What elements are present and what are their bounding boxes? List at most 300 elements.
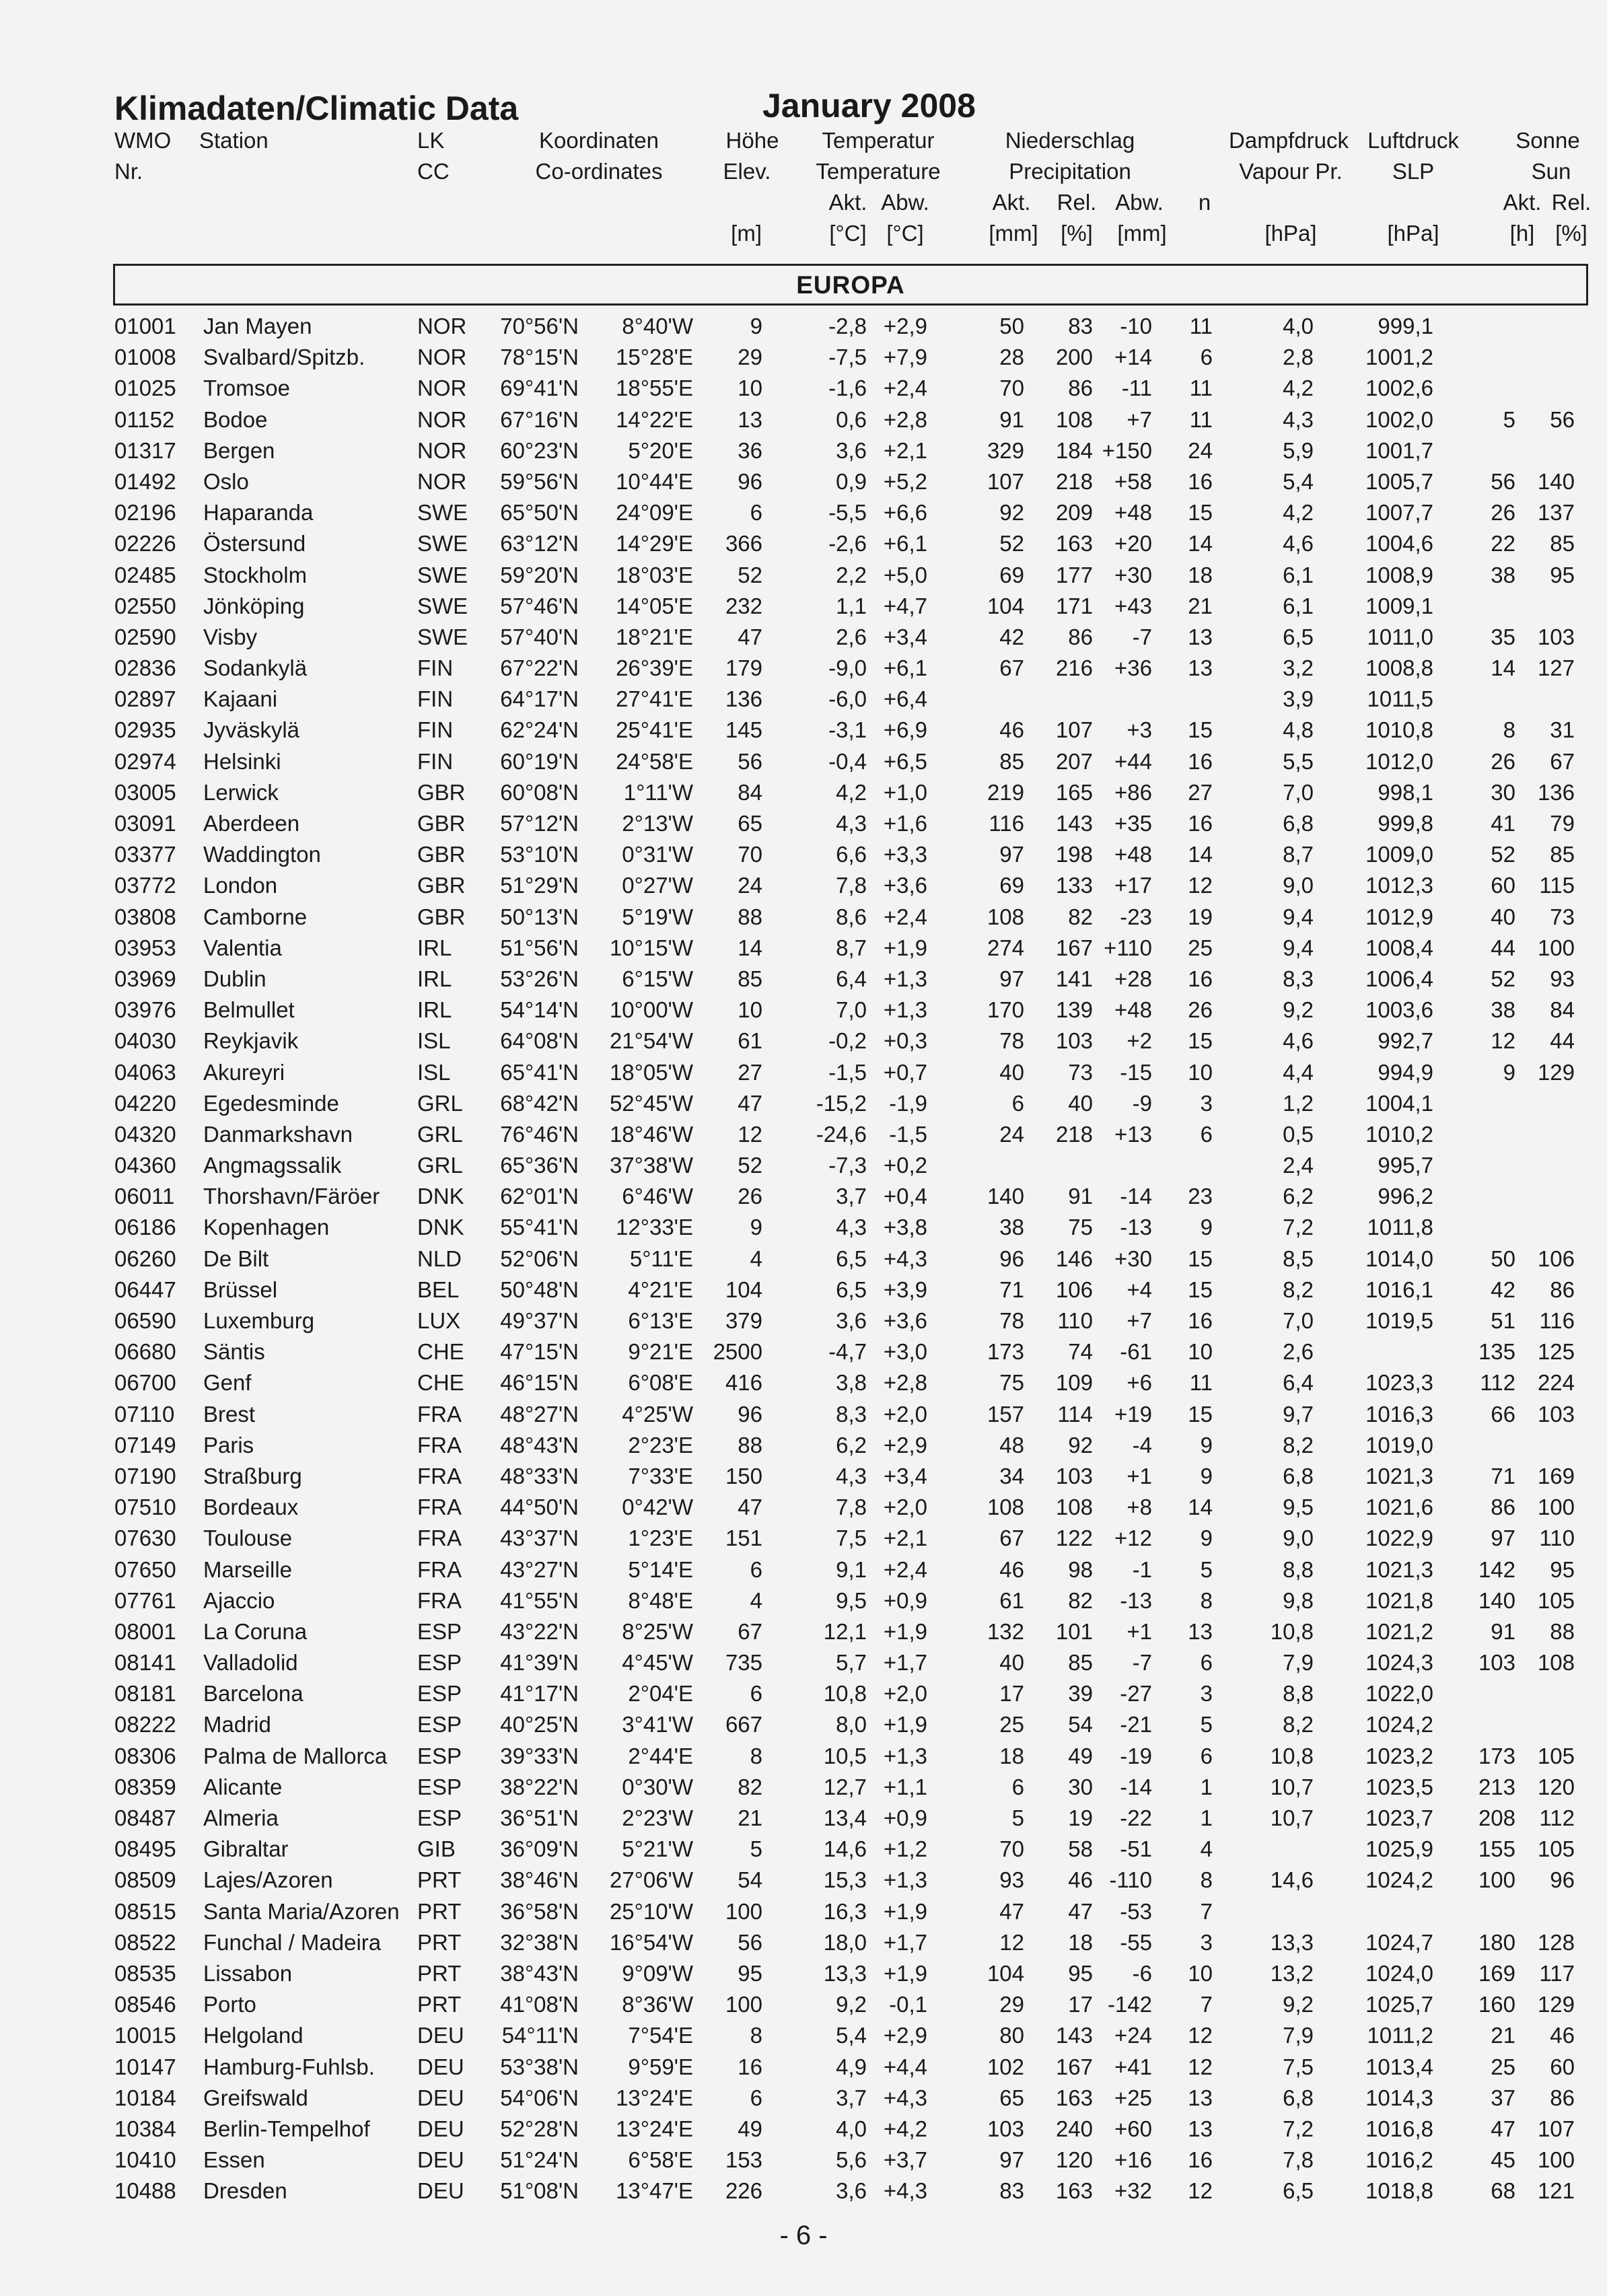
precip-deviation-cell: +35	[1114, 811, 1152, 836]
precip-days-cell: 1	[1200, 1805, 1213, 1830]
precip-days-cell: 4	[1200, 1836, 1213, 1862]
precip-days-cell: 16	[1188, 748, 1213, 774]
temp-deviation-cell: +2,0	[883, 1401, 927, 1427]
station-name-cell: La Coruna	[203, 1618, 308, 1644]
longitude-cell: 14°05'E	[616, 593, 693, 618]
precip-relative-cell: 106	[1055, 1277, 1093, 1302]
longitude-cell: 10°44'E	[616, 468, 693, 494]
precip-deviation-cell: -142	[1107, 1992, 1152, 2017]
precip-relative-cell: 98	[1068, 1556, 1093, 1582]
latitude-cell: 43°27'N	[500, 1556, 579, 1582]
wmo-number-cell: 08487	[114, 1805, 176, 1830]
temp-deviation-cell: +1,9	[883, 1618, 927, 1644]
sea-level-pressure-cell: 1011,2	[1367, 2023, 1433, 2048]
temp-actual-cell: 14,6	[823, 1836, 867, 1862]
header-wmo-en: Nr.	[114, 159, 143, 184]
wmo-number-cell: 03969	[114, 966, 176, 991]
precip-relative-cell: 17	[1068, 1992, 1093, 2017]
precip-deviation-cell: -53	[1120, 1898, 1152, 1924]
vapour-pressure-cell: 8,5	[1283, 1246, 1314, 1271]
precip-actual-cell: 40	[999, 1059, 1024, 1085]
temp-deviation-cell: +5,0	[883, 562, 927, 587]
latitude-cell: 67°16'N	[500, 406, 579, 432]
page-number: - 6 -	[779, 2221, 828, 2250]
precip-deviation-cell: -13	[1120, 1215, 1152, 1240]
latitude-cell: 52°28'N	[500, 2116, 579, 2141]
temp-deviation-cell: +3,4	[883, 1463, 927, 1488]
country-code-cell: PRT	[417, 1960, 462, 1986]
precip-deviation-cell: -6	[1132, 1960, 1152, 1986]
vapour-pressure-cell: 13,2	[1270, 1960, 1314, 1986]
precip-actual-cell: 71	[999, 1277, 1024, 1302]
longitude-cell: 14°22'E	[616, 406, 693, 432]
latitude-cell: 51°56'N	[500, 935, 579, 960]
sun-relative-cell: 129	[1537, 1992, 1575, 2017]
header-temp-akt: Akt.	[828, 190, 867, 215]
elevation-cell: 8	[750, 1743, 762, 1768]
wmo-number-cell: 01152	[114, 406, 175, 432]
temp-actual-cell: 5,6	[836, 2147, 867, 2173]
temp-deviation-cell: +1,2	[883, 1836, 927, 1862]
vapour-pressure-cell: 4,6	[1283, 1028, 1314, 1054]
temp-actual-cell: -0,2	[828, 1028, 867, 1054]
temp-actual-cell: 0,9	[836, 468, 867, 494]
latitude-cell: 65°36'N	[500, 1153, 579, 1178]
wmo-number-cell: 02590	[114, 624, 176, 649]
elevation-cell: 56	[738, 1929, 762, 1955]
station-name-cell: Barcelona	[203, 1681, 303, 1707]
precip-actual-cell: 91	[999, 406, 1024, 432]
sea-level-pressure-cell: 994,9	[1378, 1059, 1433, 1085]
temp-actual-cell: 7,0	[836, 997, 867, 1023]
latitude-cell: 65°41'N	[500, 1059, 579, 1085]
latitude-cell: 60°19'N	[500, 748, 579, 774]
document-title: Klimadaten/Climatic Data	[114, 89, 519, 127]
precip-deviation-cell: -22	[1120, 1805, 1152, 1830]
longitude-cell: 13°47'E	[616, 2178, 693, 2204]
sun-relative-cell: 105	[1537, 1836, 1575, 1862]
country-code-cell: NOR	[417, 406, 467, 432]
vapour-pressure-cell: 2,4	[1283, 1153, 1314, 1178]
elevation-cell: 366	[725, 531, 762, 557]
country-code-cell: GBR	[417, 904, 466, 929]
temp-deviation-cell: +7,9	[883, 345, 927, 370]
station-name-cell: Essen	[203, 2147, 265, 2173]
sun-relative-cell: 84	[1550, 997, 1575, 1023]
precip-actual-cell: 108	[987, 904, 1024, 929]
precip-deviation-cell: -61	[1120, 1339, 1152, 1365]
sun-hours-cell: 30	[1491, 779, 1515, 805]
wmo-number-cell: 06700	[114, 1370, 176, 1396]
precip-relative-cell: 74	[1068, 1339, 1093, 1365]
latitude-cell: 38°46'N	[500, 1867, 579, 1893]
station-name-cell: Lajes/Azoren	[203, 1867, 333, 1893]
precip-deviation-cell: +8	[1127, 1495, 1152, 1520]
elevation-cell: 6	[750, 1556, 762, 1582]
precip-days-cell: 6	[1200, 1650, 1213, 1676]
temp-deviation-cell: +1,9	[883, 935, 927, 960]
temp-deviation-cell: +1,0	[883, 779, 927, 805]
vapour-pressure-cell: 4,3	[1283, 406, 1314, 432]
latitude-cell: 54°11'N	[501, 2023, 579, 2048]
country-code-cell: ESP	[417, 1743, 462, 1768]
precip-actual-cell: 274	[987, 935, 1024, 960]
precip-days-cell: 26	[1188, 997, 1213, 1023]
precip-days-cell: 5	[1200, 1712, 1213, 1737]
table-row	[0, 591, 1607, 622]
table-row	[0, 684, 1607, 715]
precip-actual-cell: 97	[999, 842, 1024, 867]
latitude-cell: 49°37'N	[500, 1308, 579, 1333]
precip-deviation-cell: +12	[1114, 1526, 1152, 1551]
elevation-cell: 96	[738, 1401, 762, 1427]
longitude-cell: 0°27'W	[622, 873, 693, 898]
precip-actual-cell: 104	[987, 1960, 1024, 1986]
precip-relative-cell: 39	[1068, 1681, 1093, 1707]
sun-hours-cell: 100	[1478, 1867, 1515, 1893]
country-code-cell: ESP	[417, 1681, 462, 1707]
temp-actual-cell: 4,3	[836, 1463, 867, 1488]
elevation-cell: 226	[725, 2178, 762, 2204]
precip-days-cell: 14	[1188, 842, 1213, 867]
wmo-number-cell: 10384	[114, 2116, 176, 2141]
temp-actual-cell: 3,7	[836, 2085, 867, 2110]
country-code-cell: PRT	[417, 1992, 462, 2017]
wmo-number-cell: 06447	[114, 1277, 176, 1302]
sea-level-pressure-cell: 1008,8	[1365, 655, 1433, 681]
vapour-pressure-cell: 5,4	[1283, 468, 1314, 494]
temp-actual-cell: 3,6	[836, 1308, 867, 1333]
country-code-cell: FRA	[417, 1401, 462, 1427]
station-name-cell: Haparanda	[203, 500, 314, 526]
precip-actual-cell: 116	[989, 811, 1024, 836]
longitude-cell: 7°33'E	[628, 1463, 693, 1488]
station-name-cell: Danmarkshavn	[203, 1121, 353, 1147]
sun-hours-cell: 103	[1478, 1650, 1515, 1676]
sea-level-pressure-cell: 1025,9	[1365, 1836, 1433, 1862]
wmo-number-cell: 03976	[114, 997, 176, 1023]
elevation-cell: 104	[725, 1277, 762, 1302]
wmo-number-cell: 10015	[114, 2023, 176, 2048]
country-code-cell: GBR	[417, 873, 466, 898]
precip-relative-cell: 216	[1055, 655, 1093, 681]
longitude-cell: 0°30'W	[622, 1774, 693, 1799]
table-row	[0, 1399, 1607, 1430]
elevation-cell: 95	[738, 1960, 762, 1986]
precip-days-cell: 3	[1200, 1681, 1213, 1707]
temp-actual-cell: 8,3	[836, 1401, 867, 1427]
sun-hours-cell: 14	[1491, 655, 1515, 681]
vapour-pressure-cell: 4,8	[1283, 717, 1314, 743]
wmo-number-cell: 08546	[114, 1992, 176, 2017]
sun-hours-cell: 51	[1491, 1308, 1515, 1333]
elevation-cell: 735	[725, 1650, 762, 1676]
sun-relative-cell: 105	[1537, 1743, 1575, 1768]
sun-relative-cell: 121	[1537, 2178, 1575, 2204]
station-name-cell: Thorshavn/Färöer	[203, 1184, 380, 1209]
longitude-cell: 9°09'W	[622, 1960, 693, 1986]
elevation-cell: 85	[738, 966, 762, 991]
precip-relative-cell: 200	[1055, 345, 1093, 370]
precip-relative-cell: 133	[1055, 873, 1093, 898]
vapour-pressure-cell: 1,2	[1283, 1090, 1314, 1116]
temp-actual-cell: 6,5	[836, 1246, 867, 1271]
vapour-pressure-cell: 9,2	[1283, 997, 1314, 1023]
precip-relative-cell: 143	[1055, 2023, 1093, 2048]
sea-level-pressure-cell: 1024,2	[1365, 1867, 1433, 1893]
longitude-cell: 5°14'E	[628, 1556, 693, 1582]
precip-actual-cell: 25	[999, 1712, 1024, 1737]
precip-deviation-cell: +2	[1127, 1028, 1152, 1054]
precip-days-cell: 23	[1188, 1184, 1213, 1209]
sea-level-pressure-cell: 1003,6	[1365, 997, 1433, 1023]
country-code-cell: FRA	[417, 1556, 462, 1582]
station-name-cell: Porto	[203, 1992, 256, 2017]
vapour-pressure-cell: 4,0	[1283, 314, 1314, 338]
precip-actual-cell: 69	[999, 562, 1024, 587]
station-name-cell: Luxemburg	[203, 1308, 315, 1333]
latitude-cell: 76°46'N	[500, 1121, 579, 1147]
table-row	[0, 1958, 1607, 1989]
table-row	[0, 2176, 1607, 2207]
precip-actual-cell: 78	[999, 1308, 1024, 1333]
header-koord-en: Co-ordinates	[535, 159, 663, 184]
precip-relative-cell: 163	[1055, 2178, 1093, 2204]
precip-actual-cell: 67	[999, 1526, 1024, 1551]
vapour-pressure-cell: 0,5	[1283, 1121, 1314, 1147]
table-row	[0, 622, 1607, 653]
elevation-cell: 36	[738, 437, 762, 463]
temp-actual-cell: 7,8	[836, 873, 867, 898]
country-code-cell: FIN	[417, 686, 454, 712]
longitude-cell: 10°15'W	[609, 935, 693, 960]
temp-deviation-cell: +0,3	[883, 1028, 927, 1054]
wmo-number-cell: 02485	[114, 562, 176, 587]
precip-days-cell: 19	[1188, 904, 1213, 929]
vapour-pressure-cell: 8,8	[1283, 1556, 1314, 1582]
precip-actual-cell: 75	[999, 1370, 1024, 1396]
precip-days-cell: 12	[1188, 873, 1213, 898]
latitude-cell: 40°25'N	[500, 1712, 579, 1737]
precip-relative-cell: 82	[1068, 1587, 1093, 1613]
longitude-cell: 16°54'W	[609, 1929, 693, 1955]
sun-relative-cell: 67	[1550, 748, 1575, 774]
sea-level-pressure-cell: 1016,1	[1365, 1277, 1433, 1302]
sea-level-pressure-cell: 1024,0	[1365, 1960, 1433, 1986]
precip-actual-cell: 12	[999, 1929, 1024, 1955]
precip-deviation-cell: +3	[1127, 717, 1152, 743]
table-row	[0, 933, 1607, 964]
sea-level-pressure-cell: 1011,8	[1367, 1215, 1433, 1240]
precip-deviation-cell: -7	[1132, 1650, 1152, 1676]
header-vap-de: Dampfdruck	[1229, 128, 1349, 153]
precip-actual-cell: 24	[999, 1121, 1024, 1147]
elevation-cell: 67	[738, 1618, 762, 1644]
temp-actual-cell: -1,6	[828, 375, 867, 401]
precip-relative-cell: 184	[1055, 437, 1093, 463]
temp-deviation-cell: +0,9	[883, 1587, 927, 1613]
header-wmo-de: WMO	[114, 128, 172, 153]
table-row	[0, 1212, 1607, 1243]
header-station: Station	[199, 128, 269, 153]
country-code-cell: GRL	[417, 1121, 463, 1147]
wmo-number-cell: 07510	[114, 1495, 176, 1520]
wmo-number-cell: 04063	[114, 1059, 176, 1085]
country-code-cell: PRT	[417, 1898, 462, 1924]
wmo-number-cell: 06260	[114, 1246, 176, 1271]
precip-relative-cell: 75	[1068, 1215, 1093, 1240]
precip-relative-cell: 103	[1055, 1028, 1093, 1054]
precip-deviation-cell: +7	[1127, 406, 1152, 432]
precip-actual-cell: 48	[999, 1432, 1024, 1458]
country-code-cell: GBR	[417, 779, 466, 805]
sun-relative-cell: 79	[1550, 811, 1575, 836]
latitude-cell: 52°06'N	[500, 1246, 579, 1271]
sea-level-pressure-cell: 999,1	[1378, 314, 1433, 338]
station-name-cell: Madrid	[203, 1712, 271, 1737]
station-name-cell: Jan Mayen	[203, 314, 312, 338]
sun-relative-cell: 105	[1537, 1587, 1575, 1613]
temp-deviation-cell: +3,7	[883, 2147, 927, 2173]
precip-relative-cell: 122	[1055, 1526, 1093, 1551]
precip-actual-cell: 5	[1011, 1805, 1024, 1830]
header-koord-de: Koordinaten	[539, 128, 659, 153]
table-row	[0, 870, 1607, 901]
station-name-cell: Jyväskylä	[203, 717, 300, 743]
longitude-cell: 2°04'E	[628, 1681, 693, 1707]
temp-actual-cell: -2,8	[828, 314, 867, 338]
sun-relative-cell: 103	[1537, 1401, 1575, 1427]
temp-actual-cell: 4,3	[836, 811, 867, 836]
temp-deviation-cell: +6,6	[883, 500, 927, 526]
header-hoehe-de: Höhe	[725, 128, 779, 153]
table-row	[0, 1616, 1607, 1647]
longitude-cell: 1°11'W	[623, 779, 693, 805]
temp-deviation-cell: +2,4	[883, 1556, 927, 1582]
precip-actual-cell: 157	[987, 1401, 1024, 1427]
precip-days-cell: 13	[1188, 624, 1213, 649]
longitude-cell: 18°46'W	[609, 1121, 693, 1147]
sun-relative-cell: 120	[1537, 1774, 1575, 1799]
sea-level-pressure-cell: 1012,0	[1365, 748, 1433, 774]
precip-days-cell: 11	[1189, 375, 1213, 401]
table-row	[0, 1865, 1607, 1896]
sea-level-pressure-cell: 1001,7	[1365, 437, 1433, 463]
precip-actual-cell: 6	[1011, 1090, 1024, 1116]
header-prec-rel-unit: [%]	[1061, 221, 1093, 246]
header-temp-de: Temperatur	[822, 128, 935, 153]
sun-hours-cell: 142	[1478, 1556, 1515, 1582]
precip-actual-cell: 170	[987, 997, 1024, 1023]
latitude-cell: 60°08'N	[500, 779, 579, 805]
precip-relative-cell: 95	[1068, 1960, 1093, 1986]
wmo-number-cell: 08222	[114, 1712, 176, 1737]
longitude-cell: 2°13'W	[622, 811, 693, 836]
temp-actual-cell: 15,3	[823, 1867, 867, 1893]
sun-hours-cell: 173	[1478, 1743, 1515, 1768]
latitude-cell: 54°14'N	[500, 997, 579, 1023]
wmo-number-cell: 02974	[114, 748, 176, 774]
sea-level-pressure-cell: 1002,6	[1365, 375, 1433, 401]
temp-deviation-cell: +3,6	[883, 873, 927, 898]
header-hoehe-en: Elev.	[723, 159, 771, 184]
temp-deviation-cell: +3,0	[883, 1339, 927, 1365]
longitude-cell: 52°45'W	[609, 1090, 693, 1116]
precip-relative-cell: 86	[1068, 624, 1093, 649]
vapour-pressure-cell: 5,5	[1283, 748, 1314, 774]
elevation-cell: 179	[725, 655, 762, 681]
station-name-cell: Ajaccio	[203, 1587, 275, 1613]
country-code-cell: NOR	[417, 375, 467, 401]
sea-level-pressure-cell: 1016,3	[1365, 1401, 1433, 1427]
elevation-cell: 10	[738, 375, 762, 401]
temp-actual-cell: -3,1	[828, 717, 867, 743]
sun-relative-cell: 127	[1537, 655, 1575, 681]
temp-deviation-cell: +1,3	[883, 966, 927, 991]
wmo-number-cell: 08359	[114, 1774, 176, 1799]
country-code-cell: DEU	[417, 2147, 464, 2173]
elevation-cell: 100	[725, 1898, 762, 1924]
table-row	[0, 808, 1607, 839]
precip-relative-cell: 163	[1055, 2085, 1093, 2110]
precip-relative-cell: 141	[1055, 966, 1093, 991]
sun-relative-cell: 129	[1537, 1059, 1575, 1085]
section-band	[113, 264, 1588, 306]
vapour-pressure-cell: 9,4	[1283, 904, 1314, 929]
temp-deviation-cell: +3,9	[883, 1277, 927, 1302]
sun-hours-cell: 12	[1491, 1028, 1515, 1054]
header-temp-en: Temperature	[816, 159, 941, 184]
temp-actual-cell: 16,3	[823, 1898, 867, 1924]
precip-deviation-cell: +44	[1114, 748, 1152, 774]
precip-deviation-cell: +1	[1127, 1618, 1152, 1644]
temp-actual-cell: 9,1	[836, 1556, 867, 1582]
wmo-number-cell: 04320	[114, 1121, 176, 1147]
longitude-cell: 8°25'W	[622, 1618, 693, 1644]
table-row	[0, 746, 1607, 777]
station-name-cell: Reykjavik	[203, 1028, 299, 1054]
station-name-cell: London	[203, 873, 278, 898]
sun-hours-cell: 26	[1491, 500, 1515, 526]
latitude-cell: 78°15'N	[500, 345, 579, 370]
precip-actual-cell: 173	[987, 1339, 1024, 1365]
vapour-pressure-cell: 7,5	[1283, 2054, 1314, 2079]
country-code-cell: BEL	[417, 1277, 460, 1302]
country-code-cell: ESP	[417, 1774, 462, 1799]
precip-deviation-cell: -19	[1120, 1743, 1152, 1768]
temp-actual-cell: -24,6	[816, 1121, 867, 1147]
precip-relative-cell: 109	[1055, 1370, 1093, 1396]
precip-relative-cell: 49	[1068, 1743, 1093, 1768]
sea-level-pressure-cell: 1024,3	[1365, 1650, 1433, 1676]
elevation-cell: 96	[738, 468, 762, 494]
precip-days-cell: 12	[1188, 2054, 1213, 2079]
longitude-cell: 12°33'E	[616, 1215, 693, 1240]
table-row	[0, 902, 1607, 933]
sea-level-pressure-cell: 1001,2	[1365, 345, 1433, 370]
precip-deviation-cell: -15	[1120, 1059, 1152, 1085]
header-temp-abw: Abw.	[881, 190, 929, 215]
temp-deviation-cell: +1,7	[883, 1650, 927, 1676]
precip-actual-cell: 329	[987, 437, 1024, 463]
precip-relative-cell: 139	[1055, 997, 1093, 1023]
sun-hours-cell: 44	[1491, 935, 1515, 960]
latitude-cell: 62°01'N	[500, 1184, 579, 1209]
table-row	[0, 1647, 1607, 1678]
latitude-cell: 53°38'N	[500, 2054, 579, 2079]
station-name-cell: De Bilt	[203, 1246, 269, 1271]
country-code-cell: DEU	[417, 2085, 464, 2110]
